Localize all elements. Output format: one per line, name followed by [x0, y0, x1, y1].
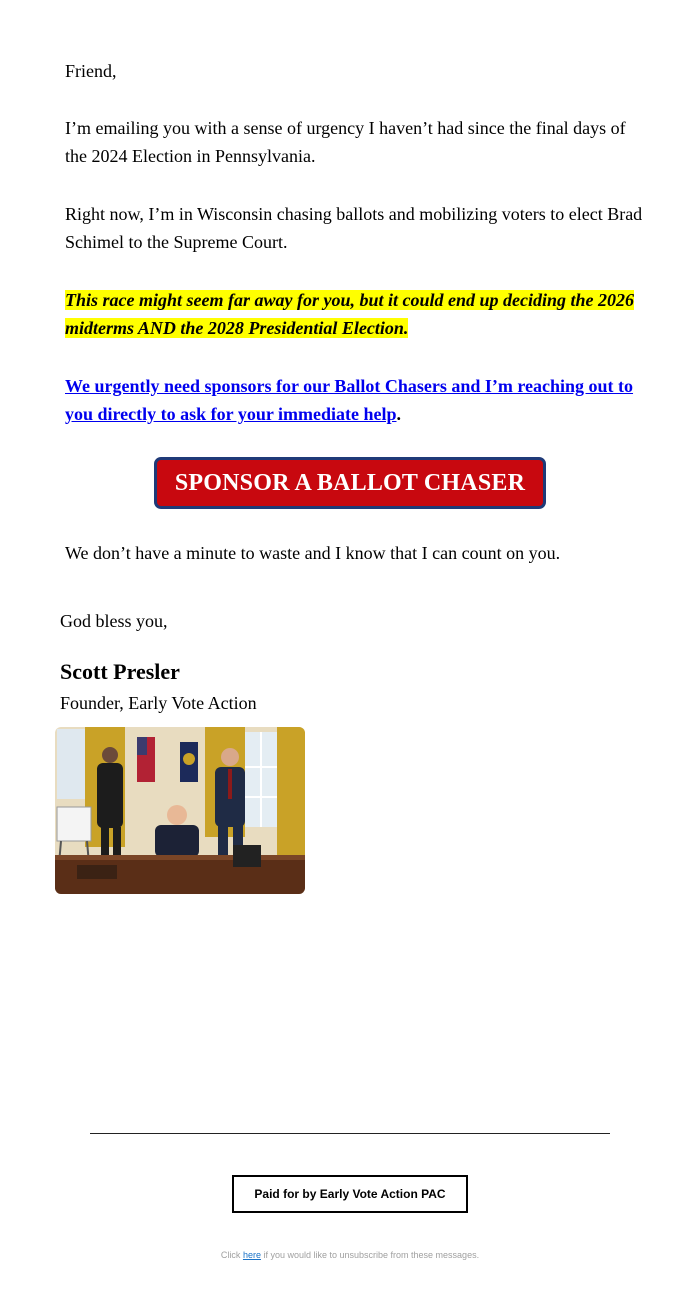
paid-for-disclaimer: Paid for by Early Vote Action PAC: [232, 1175, 468, 1213]
unsub-prefix: Click: [220, 1250, 241, 1260]
paragraph-wisconsin: Right now, I’m in Wisconsin chasing ballots and mobilizing voters to elect Brad Schimel to the Supreme Court.: [65, 203, 643, 252]
signature-name: Scott Presler: [60, 659, 180, 684]
footer-divider: [90, 1133, 610, 1134]
signature-title: Founder, Early Vote Action: [60, 693, 257, 713]
unsub-suffix: if you would like to unsubscribe from these messages.: [263, 1250, 480, 1260]
unsubscribe-line: [0, 1250, 700, 1260]
greeting: Friend,: [65, 61, 117, 81]
link-period: .: [396, 404, 401, 424]
email-body: [65, 57, 645, 458]
sponsor-link[interactable]: We urgently need sponsors for our Ballot Chasers and I’m reaching out to you directly to ask for your immediate help: [65, 375, 634, 424]
paragraph-highlight: [65, 286, 645, 343]
cta-container: [154, 457, 546, 509]
unsubscribe-link[interactable]: here: [242, 1250, 261, 1260]
oval-office-photo: [55, 727, 305, 894]
sponsor-ballot-chaser-button[interactable]: SPONSOR A BALLOT CHASER: [154, 457, 546, 509]
photo-illustration: [55, 727, 305, 894]
paragraph-urgency: I’m emailing you with a sense of urgency I haven’t had since the final days of the 2024 Election in Pennsylvania.: [65, 117, 626, 166]
highlighted-text: This race might seem far away for you, but it could end up deciding the 2026 midterms AND the 2028 Presidential Election.: [65, 289, 635, 338]
signoff: God bless you,: [60, 611, 168, 631]
paragraph-sponsor-link: [65, 372, 645, 429]
paragraph-count-on-you: We don’t have a minute to waste and I know that I can count on you.: [65, 543, 561, 563]
